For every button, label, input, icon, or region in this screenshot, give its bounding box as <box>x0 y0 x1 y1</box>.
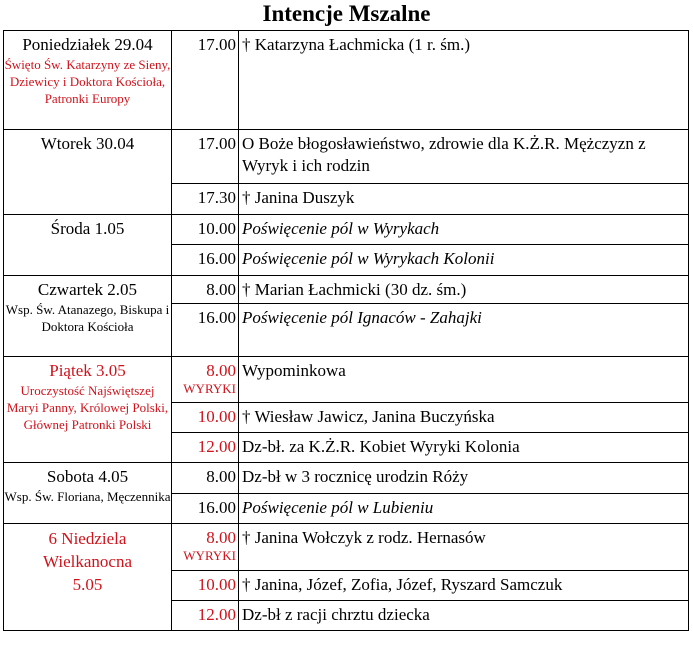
page-title: Intencje Mszalne <box>262 1 431 26</box>
intention-cell <box>239 601 689 631</box>
mass-time: 16.00 <box>197 498 236 517</box>
intention-text: Poświęcenie pól w Wyrykach <box>242 219 440 238</box>
time-cell <box>172 276 239 304</box>
time-cell <box>172 463 239 494</box>
mass-time: 17.00 <box>197 134 236 153</box>
table-row <box>4 215 689 245</box>
time-cell <box>172 571 239 601</box>
intention-text: Poświęcenie pól w Wyrykach Kolonii <box>242 249 495 268</box>
day-name: Czwartek 2.05 <box>37 280 138 299</box>
intention-cell <box>239 304 689 357</box>
intention-cell <box>239 524 689 571</box>
time-cell <box>172 304 239 357</box>
intention-cell <box>239 571 689 601</box>
intention-text: † Janina Duszyk <box>242 188 355 207</box>
time-cell <box>172 130 239 184</box>
intention-text: Poświęcenie pól Ignaców - Zahajki <box>242 308 482 327</box>
intention-cell <box>239 215 689 245</box>
intention-text: Dz-bł. za K.Ż.R. Kobiet Wyryki Kolonia <box>242 437 520 456</box>
day-note: Uroczystość Najświętszej Maryi Panny, Królowej Polski, Głównej Patronki Polski <box>6 383 169 432</box>
time-cell <box>172 31 239 130</box>
intention-cell <box>239 276 689 304</box>
table-row <box>4 276 689 304</box>
table-row <box>4 130 689 184</box>
day-cell <box>4 31 172 130</box>
intention-cell <box>239 403 689 433</box>
time-cell <box>172 494 239 524</box>
mass-time: 17.30 <box>197 188 236 207</box>
table-row <box>4 524 689 571</box>
mass-location: WYRYKI <box>183 381 236 396</box>
time-cell <box>172 357 239 403</box>
day-name: Sobota 4.05 <box>46 467 129 486</box>
mass-time: 10.00 <box>197 219 236 238</box>
intention-cell <box>239 433 689 463</box>
day-cell <box>4 215 172 276</box>
mass-time: 8.00 <box>206 280 236 299</box>
day-name-line: Wielkanocna <box>43 552 132 571</box>
time-cell <box>172 184 239 215</box>
table-row <box>4 357 689 403</box>
day-cell <box>4 357 172 463</box>
mass-time: 12.00 <box>197 605 236 624</box>
intention-cell <box>239 357 689 403</box>
time-cell <box>172 524 239 571</box>
intention-cell <box>239 463 689 494</box>
time-cell <box>172 601 239 631</box>
day-cell <box>4 524 172 631</box>
mass-time: 12.00 <box>197 437 236 456</box>
intention-cell <box>239 31 689 130</box>
mass-time: 10.00 <box>197 407 236 426</box>
day-name: Środa 1.05 <box>50 219 125 238</box>
day-name-line: 5.05 <box>72 575 103 594</box>
day-name: Piątek 3.05 <box>49 361 126 380</box>
mass-time: 17.00 <box>197 35 236 54</box>
mass-time: 8.00 <box>206 361 236 380</box>
day-name: Poniedziałek 29.04 <box>22 35 153 54</box>
day-cell <box>4 463 172 524</box>
intention-text: † Janina Wołczyk z rodz. Hernasów <box>242 528 486 547</box>
time-cell <box>172 433 239 463</box>
table-row <box>4 463 689 494</box>
day-cell <box>4 276 172 357</box>
day-note: Wsp. Św. Floriana, Męczennika <box>4 489 171 504</box>
mass-time: 10.00 <box>197 575 236 594</box>
mass-location: WYRYKI <box>183 548 236 563</box>
intention-text: O Boże błogosławieństwo, zdrowie dla K.Ż.R. Mężczyzn z Wyryk i ich rodzin <box>242 134 646 175</box>
mass-time: 8.00 <box>206 467 236 486</box>
intention-text: † Janina, Józef, Zofia, Józef, Ryszard Samczuk <box>242 575 563 594</box>
time-cell <box>172 245 239 276</box>
day-name-line: 6 Niedziela <box>48 529 127 548</box>
intention-cell <box>239 130 689 184</box>
intention-text: † Katarzyna Łachmicka (1 r. śm.) <box>242 35 470 54</box>
mass-time: 16.00 <box>197 249 236 268</box>
intention-cell <box>239 494 689 524</box>
intention-text: Wypominkowa <box>242 361 346 380</box>
day-cell <box>4 130 172 215</box>
table-row <box>4 31 689 130</box>
mass-time: 16.00 <box>197 308 236 327</box>
time-cell <box>172 403 239 433</box>
time-cell <box>172 215 239 245</box>
intention-text: † Marian Łachmicki (30 dz. śm.) <box>242 280 467 299</box>
day-note: Wsp. Św. Atanazego, Biskupa i Doktora Kościoła <box>5 302 170 334</box>
intention-text: Dz-bł z racji chrztu dziecka <box>242 605 430 624</box>
intention-cell <box>239 245 689 276</box>
schedule-table <box>3 30 689 631</box>
mass-time: 8.00 <box>206 528 236 547</box>
intention-cell <box>239 184 689 215</box>
intention-text: Dz-bł w 3 rocznicę urodzin Róży <box>242 467 469 486</box>
day-note: Święto Św. Katarzyny ze Sieny, Dziewicy i Doktora Kościoła, Patronki Europy <box>4 57 171 106</box>
day-name: Wtorek 30.04 <box>40 134 135 153</box>
intention-text: Poświęcenie pól w Lubieniu <box>242 498 434 517</box>
intention-text: † Wiesław Jawicz, Janina Buczyńska <box>242 407 495 426</box>
